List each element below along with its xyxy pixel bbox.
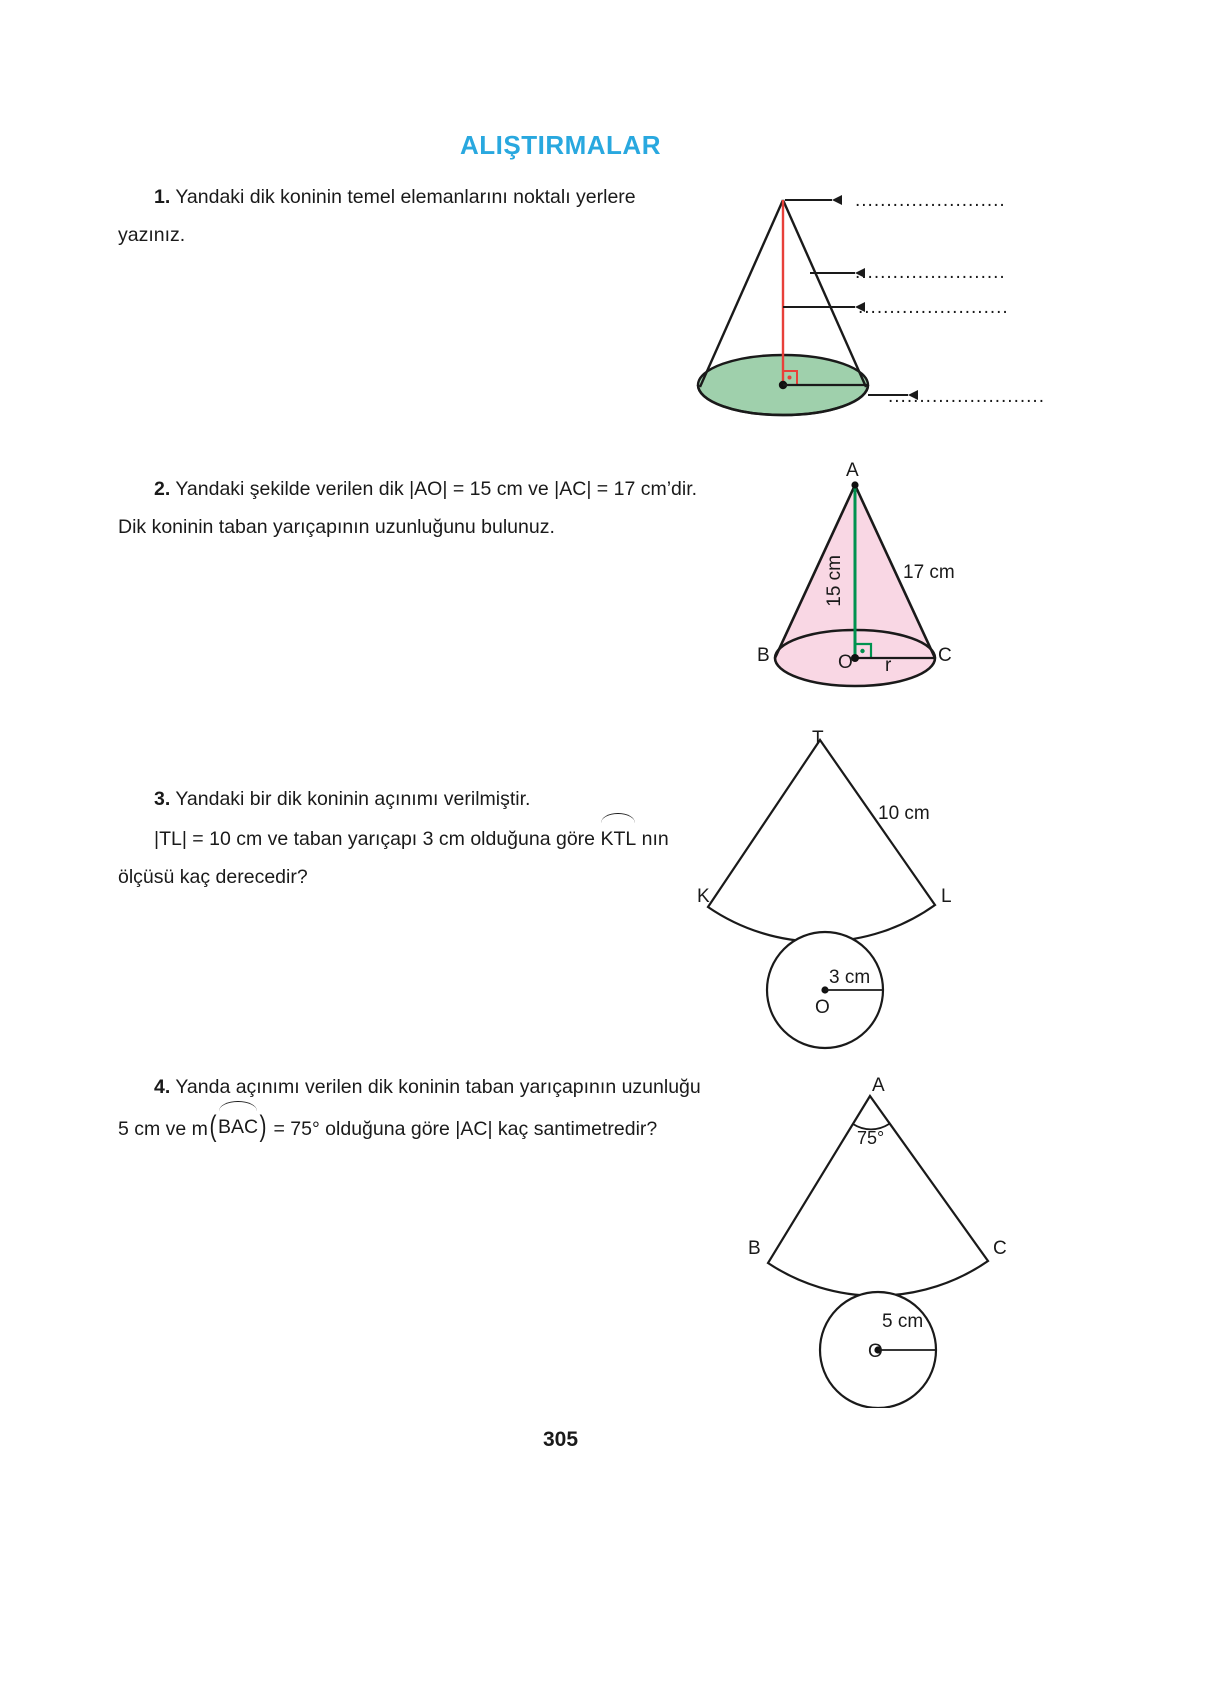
question-4-angle-group xyxy=(208,1106,268,1146)
figure-3-label-K: K xyxy=(697,886,710,907)
figure-4-label-A: A xyxy=(872,1075,885,1096)
figure-2-label-C: C xyxy=(938,645,952,666)
figure-4-label-B: B xyxy=(748,1238,761,1259)
figure-2-label-O: O xyxy=(838,652,853,673)
figure-2-label-B: B xyxy=(757,645,770,666)
question-2-line1: Yandaki şekilde verilen dik |AO| = 15 cm ve |AC| = 17 cm’dir. xyxy=(175,478,698,500)
question-3-text xyxy=(118,780,698,896)
page-title-text: ALIŞTIRMALAR xyxy=(460,130,661,160)
question-2-text xyxy=(118,470,738,546)
paren-close: ) xyxy=(259,1110,267,1143)
question-4-number: 4. xyxy=(154,1076,171,1098)
page-title xyxy=(0,130,1211,161)
question-4-arc-notation: BAC xyxy=(218,1106,258,1146)
figure-4-label-O: O xyxy=(868,1341,883,1362)
figure-1-dotted-label-1: ........................ xyxy=(855,190,1006,211)
question-3-line1: Yandaki bir dik koninin açınımı verilmiştir. xyxy=(175,788,531,810)
figure-4-label-radius: 5 cm xyxy=(882,1311,924,1332)
question-1-line2: yazınız. xyxy=(118,224,186,246)
question-4-line2-b: = 75° olduğuna göre |AC| kaç santimetredir? xyxy=(273,1118,658,1140)
figure-4-label-C: C xyxy=(993,1238,1007,1259)
question-2-line2: Dik koninin taban yarıçapının uzunluğunu bulunuz. xyxy=(118,516,555,538)
question-3-line3: ölçüsü kaç derecedir? xyxy=(118,866,308,888)
figure-2-label-slant: 17 cm xyxy=(903,562,955,583)
question-3-line2-a: |TL| = 10 cm ve taban yarıçapı 3 cm olduğuna göre xyxy=(154,828,596,850)
figure-1-dotted-label-3: ........................ xyxy=(858,297,1009,318)
question-3-line2-b: nın xyxy=(641,828,669,850)
figure-4-label-angle: 75° xyxy=(857,1128,885,1148)
question-1-line1: Yandaki dik koninin temel elemanlarını noktalı yerlere xyxy=(175,186,636,208)
paren-open: ( xyxy=(209,1110,217,1143)
question-4-text xyxy=(118,1068,718,1148)
question-2-number: 2. xyxy=(154,478,171,500)
page-number: 305 xyxy=(542,1428,579,1451)
figure-3-label-radius: 3 cm xyxy=(829,967,871,988)
figure-3-label-L: L xyxy=(941,886,952,907)
question-4-line2-a: 5 cm ve m xyxy=(118,1118,208,1140)
question-4-line1: Yanda açınımı verilen dik koninin taban yarıçapının uzunluğu xyxy=(175,1076,701,1098)
figure-3-label-slant: 10 cm xyxy=(878,803,930,824)
figure-2-label-apex: A xyxy=(846,460,859,481)
figure-3-label-T: T xyxy=(812,728,824,749)
question-3-number: 3. xyxy=(154,788,171,810)
figure-2-label-radius: r xyxy=(885,655,892,676)
question-3-arc-notation: KTL xyxy=(600,818,636,858)
figure-2-cone xyxy=(745,460,1020,690)
question-1-text xyxy=(118,178,693,254)
question-1-number: 1. xyxy=(154,186,171,208)
figure-2-label-height: 15 cm xyxy=(824,555,845,607)
figure-3-label-O: O xyxy=(815,997,830,1018)
figure-1-dotted-label-4: ......................... xyxy=(888,386,1045,407)
figure-1-dotted-label-2: ........................ xyxy=(855,262,1006,283)
